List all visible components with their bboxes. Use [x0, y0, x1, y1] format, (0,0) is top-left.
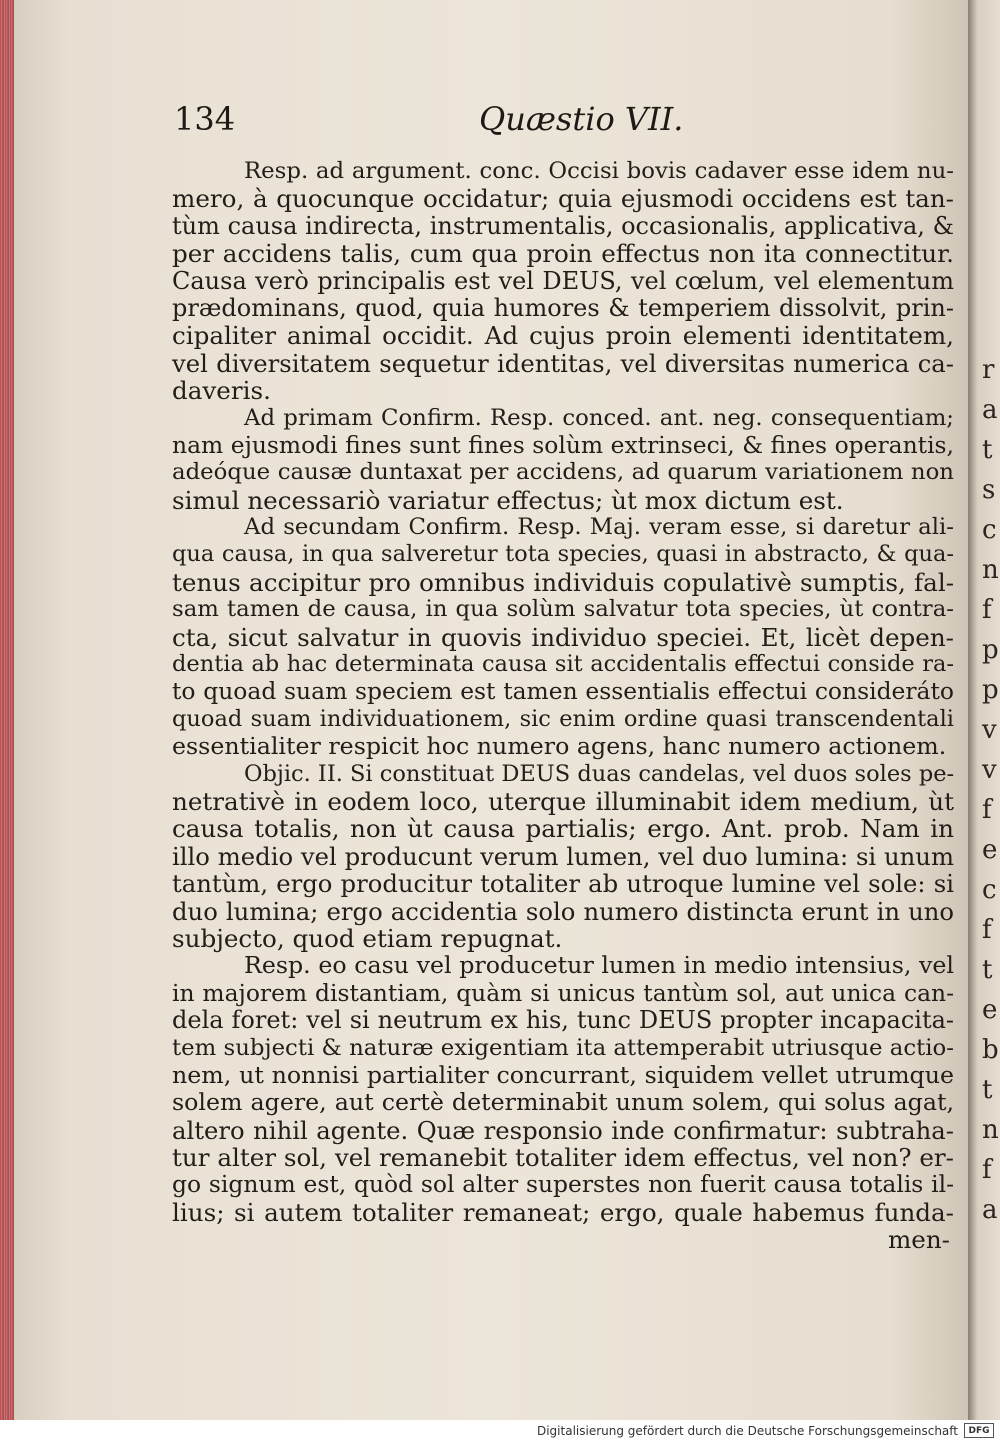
- facing-page-char: s: [982, 475, 996, 505]
- text-line: daveris.: [172, 376, 271, 406]
- text-line: Resp. ad argument. conc. Occisi bovis cadaver esse idem nu-: [244, 158, 954, 184]
- facing-page-char: e: [982, 995, 998, 1025]
- body-text: [172, 158, 954, 1254]
- text-line: cipaliter animal occidit. Ad cujus proin elementi identitatem,: [172, 321, 954, 351]
- funding-credit: Digitalisierung gefördert durch die Deutsche Forschungsgemeinschaft: [536, 1424, 958, 1438]
- facing-page-char: t: [982, 435, 993, 465]
- text-line: lius; si autem totaliter remaneat; ergo, quale habemus funda-: [172, 1197, 954, 1227]
- text-line: Causa verò principalis est vel DEUS, vel cœlum, vel elementum: [172, 266, 954, 295]
- facing-page-char: f: [982, 795, 992, 825]
- text-line: Ad secundam Confirm. Resp. Maj. veram esse, si daretur ali-: [244, 514, 954, 541]
- text-line: vel diversitatem sequetur identitas, vel diversitas numerica ca-: [172, 348, 954, 378]
- text-line: Objic. II. Si constituat DEUS duas candelas, vel duos soles pe-: [244, 760, 955, 787]
- facing-page-char: e: [982, 835, 998, 865]
- facing-page-char: c: [982, 875, 997, 905]
- text-line: subjecto, quod etiam repugnat.: [172, 923, 563, 953]
- text-line: adeóque causæ duntaxat per accidens, ad quarum variationem non: [172, 459, 954, 486]
- text-line: simul necessariò variatur effectus; ùt mox dictum est.: [172, 485, 844, 515]
- page-header: [14, 100, 968, 150]
- facing-page-char: n: [982, 1115, 999, 1145]
- text-line: per accidens talis, cum qua proin effectus non ita connectitur.: [172, 239, 954, 269]
- text-line: mero, à quocunque occidatur; quia ejusmodi occidens est tan-: [172, 184, 954, 214]
- text-line: illo medio vel producunt verum lumen, vel duo lumina: si unum: [172, 841, 954, 871]
- text-line: go signum est, quòd sol alter superstes non fuerit causa totalis il-: [172, 1170, 954, 1199]
- text-line: solem agere, aut certè determinabit unum solem, qui solus agat,: [172, 1088, 954, 1117]
- facing-page-char: b: [982, 1035, 999, 1065]
- facing-page-edge: [968, 0, 1000, 1420]
- text-line: quoad suam individuationem, sic enim ordine quasi transcendentali: [172, 705, 954, 732]
- dfg-logo: DFG: [964, 1423, 994, 1438]
- facing-page-char: v: [982, 755, 997, 785]
- text-line: duo lumina; ergo accidentia solo numero distincta erunt in uno: [172, 896, 954, 926]
- text-line: sam tamen de causa, in qua solùm salvatur tota species, ùt contra-: [172, 596, 954, 623]
- text-line: tenus accipitur pro omnibus individuis copulativè sumptis, fal-: [172, 567, 954, 597]
- text-line: in majorem distantiam, quàm si unicus tantùm sol, aut unica can-: [172, 978, 954, 1007]
- facing-page-char: c: [982, 515, 997, 545]
- text-line: essentialiter respicit hoc numero agens, hanc numero actionem.: [172, 732, 947, 761]
- facing-page-char: f: [982, 915, 992, 945]
- text-line: tùm causa indirecta, instrumentalis, occasionalis, applicativa, &: [172, 211, 954, 240]
- book-page: [14, 0, 968, 1420]
- text-line: netrativè in eodem loco, uterque illuminabit idem medium, ùt: [172, 786, 954, 816]
- text-line: to quoad suam speciem est tamen essentialis effectui consideráto: [172, 677, 954, 706]
- text-line: causa totalis, non ùt causa partialis; ergo. Ant. prob. Nam in: [172, 814, 954, 844]
- text-line: tantùm, ergo producitur totaliter ab utroque lumine vel sole: si: [172, 869, 954, 899]
- text-line: nem, ut nonnisi partialiter concurrant, siquidem vellet utrumque: [172, 1060, 954, 1089]
- text-line: Ad primam Confirm. Resp. conced. ant. neg. consequentiam;: [244, 404, 954, 431]
- page-number: 134: [174, 100, 236, 138]
- facing-page-char: f: [982, 595, 992, 625]
- facing-page-char: n: [982, 555, 999, 585]
- text-line: Resp. eo casu vel producetur lumen in medio intensius, vel: [244, 951, 954, 980]
- running-title: Quæstio VII.: [479, 100, 684, 138]
- facing-page-char: a: [982, 1195, 998, 1225]
- facing-page-char: a: [982, 395, 998, 425]
- facing-page-char: f: [982, 1155, 992, 1185]
- footer-bar: [0, 1420, 1000, 1443]
- facing-page-char: p: [982, 635, 999, 665]
- text-line: dentia ab hac determinata causa sit accidentalis effectui conside ra-: [172, 651, 954, 678]
- catchword: men-: [887, 1225, 950, 1255]
- text-line: cta, sicut salvatur in quovis individuo speciei. Et, licèt depen-: [172, 622, 954, 652]
- text-line: nam ejusmodi fines sunt fines solùm extrinseci, & fines operantis,: [172, 430, 954, 459]
- text-line: dela foret: vel si neutrum ex his, tunc DEUS propter incapacita-: [172, 1006, 954, 1035]
- facing-page-char: r: [982, 355, 995, 385]
- text-line: altero nihil agente. Quæ responsio inde confirmatur: subtraha-: [172, 1115, 954, 1145]
- text-line: prædominans, quod, quia humores & temperiem dissolvit, prin-: [172, 293, 954, 322]
- text-line: tem subjecti & naturæ exigentiam ita attemperabit utriusque actio-: [172, 1034, 954, 1061]
- facing-page-char: v: [982, 715, 997, 745]
- text-line: qua causa, in qua salveretur tota species, quasi in abstracto, & qua-: [172, 541, 954, 568]
- text-line: tur alter sol, vel remanebit totaliter idem effectus, vel non? er-: [172, 1143, 954, 1173]
- facing-page-char: t: [982, 1075, 993, 1105]
- facing-page-char: t: [982, 955, 993, 985]
- facing-page-char: p: [982, 675, 999, 705]
- book-edge-red: [0, 0, 14, 1420]
